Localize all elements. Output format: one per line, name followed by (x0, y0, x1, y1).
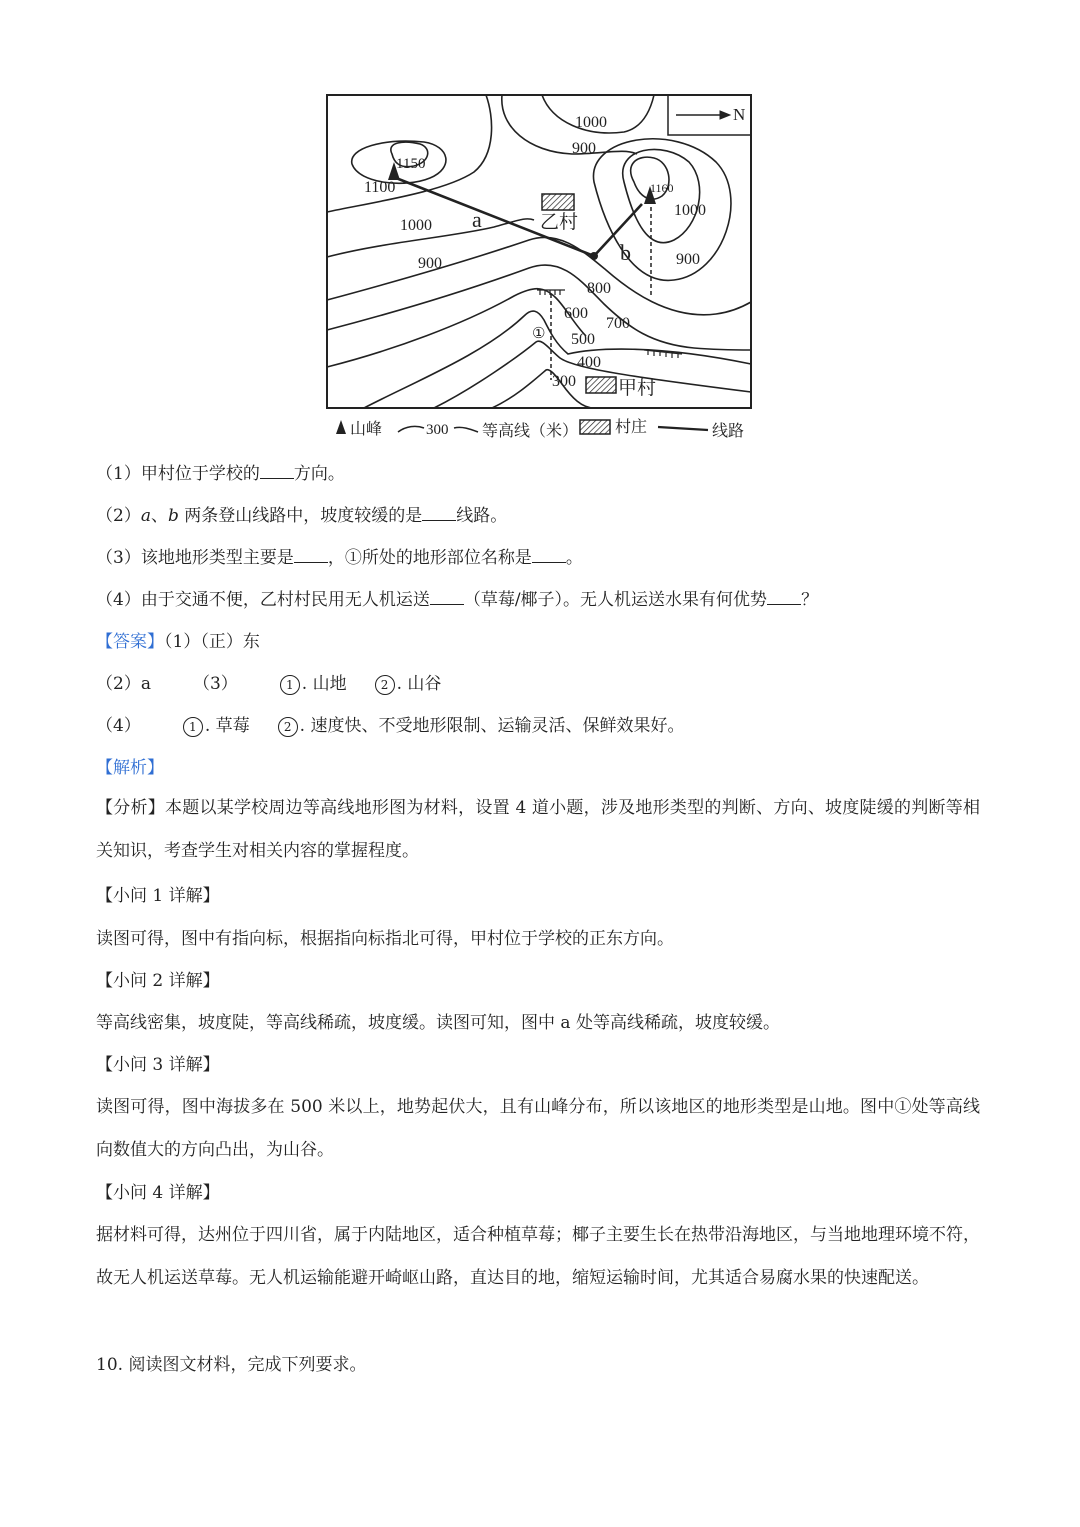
contour-1000-w (327, 95, 492, 212)
subquestion-2-title: 【小问 2 详解】 (96, 971, 220, 991)
question-4: （4）由于交通不便，乙村村民用无人机运送 （草莓/椰子）。无人机运送水果有何优势 ？ (96, 590, 819, 610)
route-b-label: b (620, 240, 631, 265)
legend-contour-label: 等高线（米） (482, 423, 579, 440)
legend-contour-line-left (398, 426, 424, 432)
legend-peak-label: 山峰 (350, 421, 383, 438)
analysis-tag-line (96, 755, 164, 781)
answer-blank (532, 546, 566, 563)
legend-contour-value: 300 (426, 422, 449, 438)
answer-blank (767, 588, 801, 605)
contour-label: 600 (564, 305, 588, 322)
village-jia-label: 甲村 (618, 378, 657, 399)
legend (336, 418, 744, 440)
contour-label: 900 (572, 140, 596, 157)
contour-label: 1000 (575, 114, 607, 131)
subquestion-3-title: 【小问 3 详解】 (96, 1055, 220, 1075)
legend-village-icon (580, 420, 610, 434)
contour-label: 1000 (674, 202, 706, 219)
question-2: （2）a、b 两条登山线路中，坡度较缓的是 线路。 (96, 506, 508, 526)
contour-label: 900 (418, 255, 442, 272)
question-3: （3）该地地形类型主要是 ，①所处的地形部位名称是 。 (96, 548, 583, 568)
subquestion-4-body: 据材料可得，达州位于四川省，属于内陆地区，适合种植草莓；椰子主要生长在热带沿海地区，与当地地理环境不符，故无人机运送草莓。无人机运输能避开崎岖山路，直达目的地，缩短运输时间，尤其适合易腐水果的快速配送。 (96, 1225, 980, 1288)
answer-line-2: （2）a （3） 1 . 山地 2 . 山谷 (96, 674, 442, 694)
contour-label: 1000 (400, 217, 432, 234)
village-yi-label: 乙村 (540, 212, 579, 233)
subquestion-4-title: 【小问 4 详解】 (96, 1183, 220, 1203)
school-point (590, 252, 598, 260)
contour-500 (364, 311, 751, 408)
contour-label: 1100 (364, 179, 396, 196)
north-arrow-icon (720, 111, 730, 119)
answer-line-3: （4） 1 . 草莓 2 . 速度快、不受地形限制、运输灵活、保鲜效果好。 (96, 716, 685, 736)
route-a-label: a (472, 207, 482, 232)
circled-number: 2 (278, 717, 298, 737)
contour-label: 500 (571, 331, 595, 348)
village-yi-icon (542, 194, 574, 210)
north-label: N (733, 105, 746, 124)
circled-number: 1 (280, 675, 300, 695)
legend-contour-line-right (454, 427, 478, 432)
answer-tag: 【答案】 (96, 632, 164, 652)
legend-village-label: 村庄 (615, 419, 648, 436)
marker-1-label: ① (532, 326, 546, 342)
contour-400 (434, 341, 751, 408)
answer-blank (422, 504, 456, 521)
contour-300 (492, 370, 594, 408)
circled-number: 1 (183, 717, 203, 737)
contour-label: 900 (676, 251, 700, 268)
analysis-tag: 【解析】 (96, 758, 164, 778)
question-1: （1）甲村位于学校的 方向。 (96, 464, 345, 484)
peak-elevation-label: 1160 (650, 181, 674, 195)
subquestion-3-body: 读图可得，图中海拔多在 500 米以上，地势起伏大，且有山峰分布，所以该地区的地形类型是山地。图中①处等高线向数值大的方向凸出，为山谷。 (96, 1097, 980, 1160)
circled-number: 2 (375, 675, 395, 695)
contour-label: 300 (552, 373, 576, 390)
answer-line-1: 【答案】（1）（正）东 (96, 632, 260, 652)
contour-label: 800 (587, 280, 611, 297)
answer-blank (294, 546, 328, 563)
contour-map-figure (324, 92, 752, 444)
legend-route-label: 线路 (712, 423, 745, 440)
legend-route-line (658, 427, 708, 430)
route-b (594, 204, 642, 256)
subquestion-1-title: 【小问 1 详解】 (96, 886, 220, 906)
contour-label: 400 (577, 354, 601, 371)
subquestion-2-body: 等高线密集，坡度陡，等高线稀疏，坡度缓。读图可知，图中 a 处等高线稀疏，坡度较缓。 (96, 1013, 780, 1033)
legend-peak-icon (336, 420, 346, 434)
contour-900-e (593, 139, 730, 281)
answer-blank (260, 462, 294, 479)
next-question-heading: 10. 阅读图文材料，完成下列要求。 (96, 1355, 367, 1375)
subquestion-1-body: 读图可得，图中有指向标，根据指向标指北可得，甲村位于学校的正东方向。 (96, 929, 674, 949)
answer-blank (430, 588, 464, 605)
peak-elevation-label: 1150 (396, 156, 426, 172)
analysis-intro: 【分析】本题以某学校周边等高线地形图为材料，设置 4 道小题，涉及地形类型的判断、方向、坡度陡缓的判断等相关知识，考查学生对相关内容的掌握程度。 (96, 798, 980, 861)
village-jia-icon (586, 377, 616, 393)
contour-label: 700 (606, 315, 630, 332)
